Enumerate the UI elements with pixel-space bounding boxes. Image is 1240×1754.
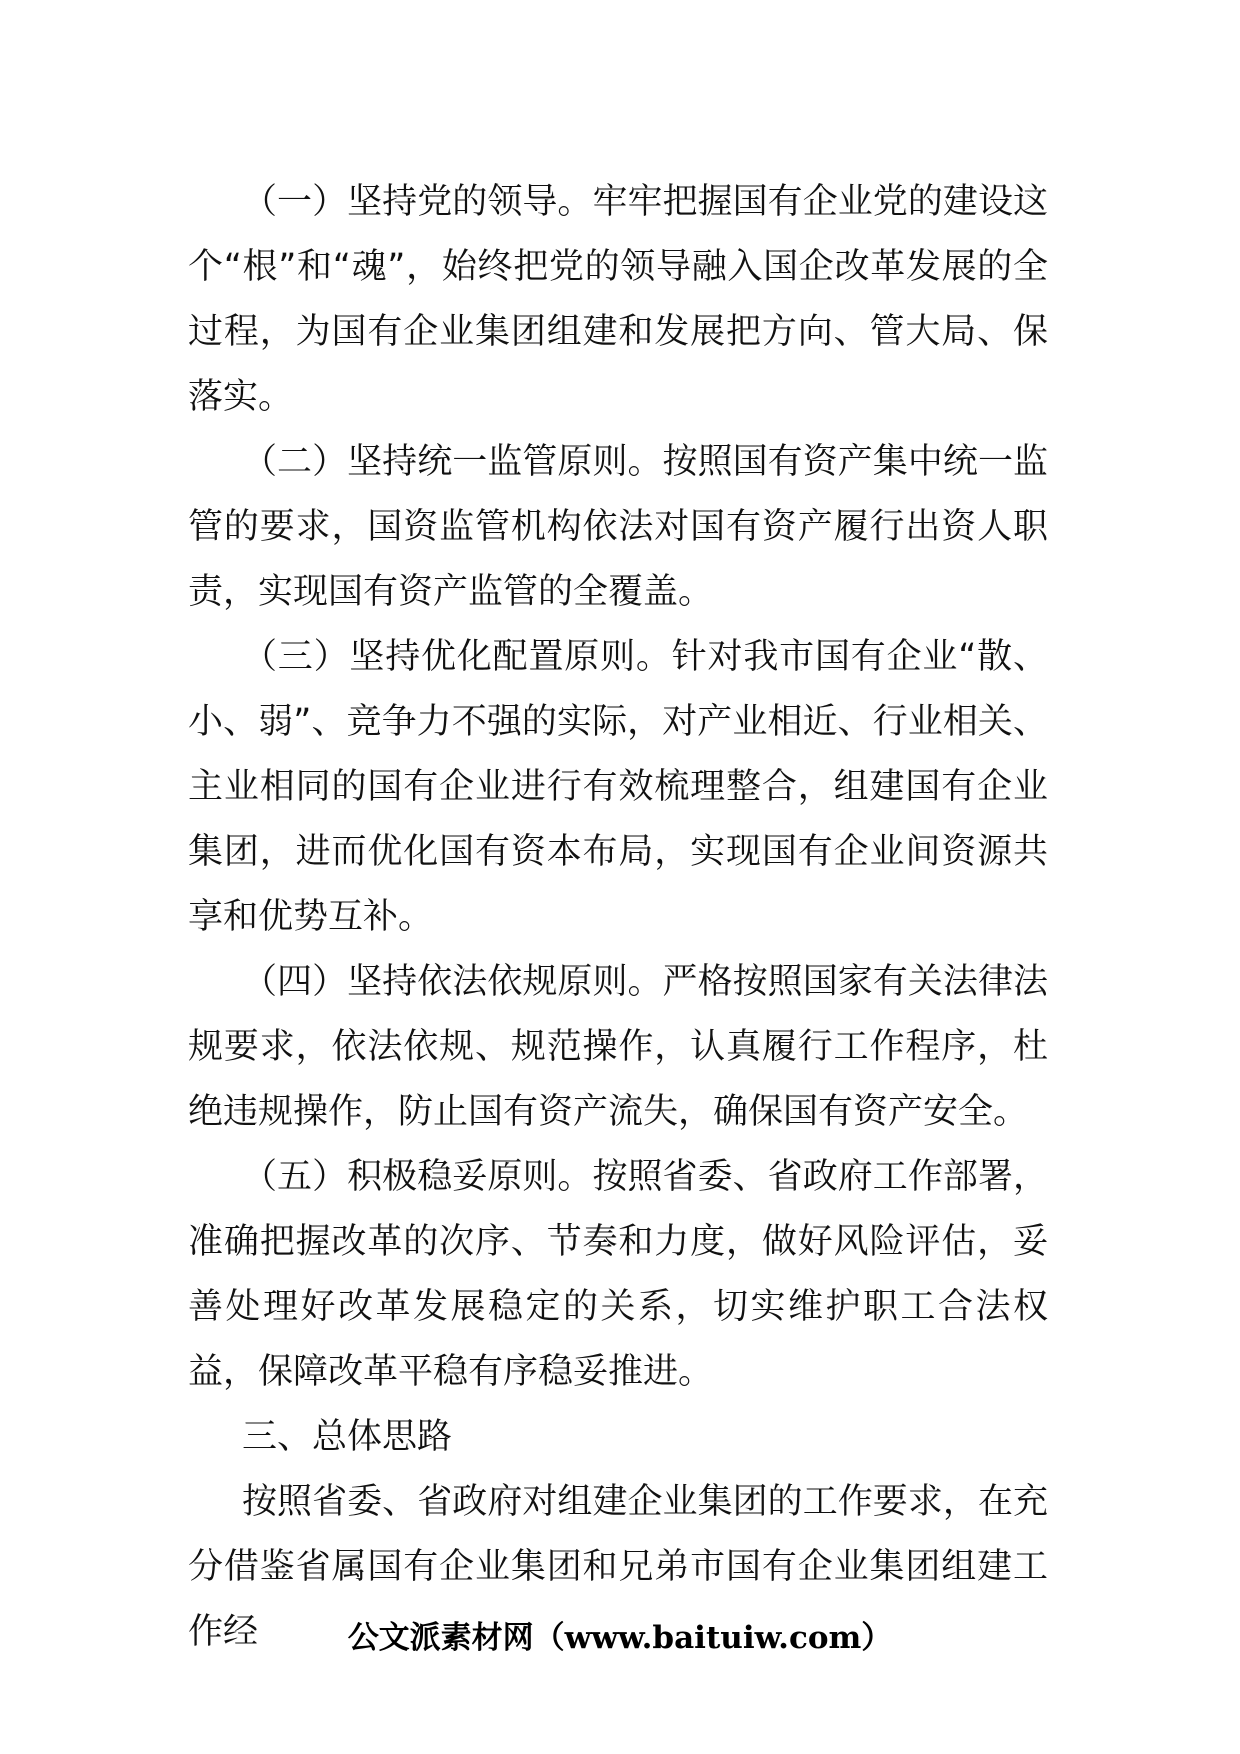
- paragraph-principle-1: （一）坚持党的领导。牢牢把握国有企业党的建设这个“根”和“魂”，始终把党的领导融入国企改革发展的全过程，为国有企业集团组建和发展把方向、管大局、保落实。: [188, 182, 1048, 417]
- paragraph-overall-approach: 按照省委、省政府对组建企业集团的工作要求，在充分借鉴省属国有企业集团和兄弟市国有企业集团组建工作经: [188, 1482, 1048, 1652]
- paragraph-principle-5: （五）积极稳妥原则。按照省委、省政府工作部署，准确把握改革的次序、节奏和力度，做好风险评估，妥善处理好改革发展稳定的关系，切实维护职工合法权益，保障改革平稳有序稳妥推进。: [188, 1157, 1048, 1392]
- document-body: [188, 170, 1048, 1665]
- paragraph-principle-4: （四）坚持依法依规原则。严格按照国家有关法律法规要求，依法依规、规范操作，认真履行工作程序，杜绝违规操作，防止国有资产流失，确保国有资产安全。: [188, 962, 1048, 1132]
- footer-watermark-text: 公文派素材网（www.baituiw.com）: [347, 1620, 893, 1656]
- paragraph-principle-3: （三）坚持优化配置原则。针对我市国有企业“散、小、弱”、竞争力不强的实际，对产业相近、行业相关、主业相同的国有企业进行有效梳理整合，组建国有企业集团，进而优化国有资本布局，实现国有企业间资源共享和优势互补。: [188, 637, 1048, 937]
- section-heading-overall-approach: 三、总体思路: [242, 1417, 453, 1457]
- paragraph-principle-2: （二）坚持统一监管原则。按照国有资产集中统一监管的要求，国资监管机构依法对国有资产履行出资人职责，实现国有资产监管的全覆盖。: [188, 442, 1048, 612]
